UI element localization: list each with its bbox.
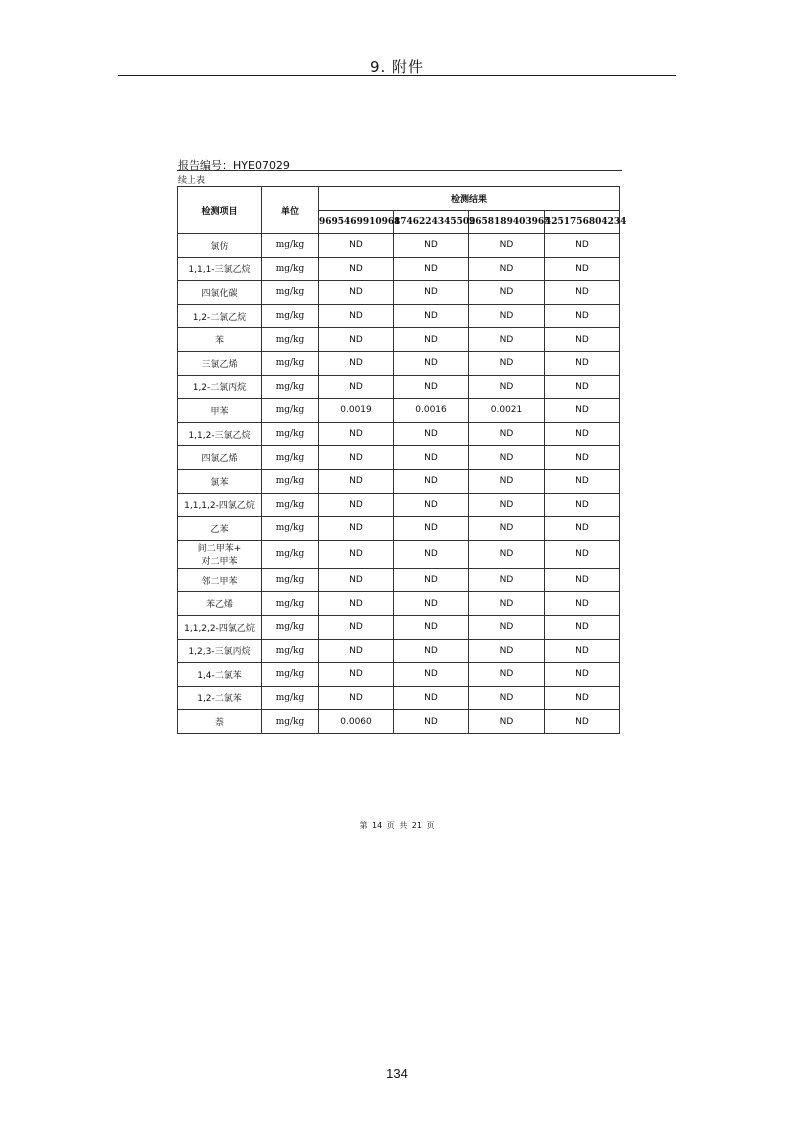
result-cell: ND (394, 663, 469, 687)
result-cell: ND (545, 568, 620, 592)
report-divider (177, 170, 622, 171)
unit-cell: mg/kg (262, 686, 319, 710)
unit-cell: mg/kg (262, 517, 319, 541)
table-row (178, 375, 620, 399)
unit-cell: mg/kg (262, 469, 319, 493)
result-cell: ND (394, 493, 469, 517)
unit-cell: mg/kg (262, 375, 319, 399)
result-cell: ND (394, 328, 469, 352)
analyte-name (178, 710, 262, 734)
result-cell: ND (469, 257, 545, 281)
analyte-name (178, 493, 262, 517)
result-cell: ND (394, 592, 469, 616)
analyte-name-line: 苯乙烯 (205, 600, 233, 611)
analyte-name (178, 592, 262, 616)
analyte-name-line: 1,2-二氯丙烷 (192, 383, 247, 394)
analyte-name-line: 四氯乙烯 (201, 454, 238, 465)
result-cell: ND (394, 234, 469, 258)
analyte-name-line: 萘 (214, 718, 224, 729)
table-row (178, 422, 620, 446)
table-row (178, 304, 620, 328)
table-row (178, 568, 620, 592)
analyte-name-line: 1,1,1-三氯乙烷 (188, 265, 251, 276)
result-cell: ND (394, 710, 469, 734)
result-cell: ND (319, 257, 394, 281)
result-cell: ND (319, 422, 394, 446)
result-cell: ND (319, 281, 394, 305)
result-cell: ND (319, 351, 394, 375)
unit-cell: mg/kg (262, 328, 319, 352)
result-cell: ND (545, 422, 620, 446)
result-cell: ND (545, 375, 620, 399)
sample-id-header: 9695469910961 (319, 211, 394, 234)
analyte-name-line: 四氯化碳 (201, 288, 238, 299)
table-row (178, 663, 620, 687)
result-cell: 0.0019 (319, 399, 394, 423)
result-cell: ND (319, 234, 394, 258)
result-cell: ND (319, 375, 394, 399)
result-cell: ND (394, 375, 469, 399)
unit-cell: mg/kg (262, 234, 319, 258)
analyte-name (178, 663, 262, 687)
result-cell: ND (319, 540, 394, 568)
result-cell: ND (469, 592, 545, 616)
result-cell: ND (545, 710, 620, 734)
analyte-name (178, 281, 262, 305)
analyte-name (178, 351, 262, 375)
results-table (177, 186, 627, 734)
result-cell: ND (319, 615, 394, 639)
result-cell: ND (545, 663, 620, 687)
analyte-name-line: 1,2-二氯苯 (197, 694, 242, 705)
table-row (178, 328, 620, 352)
table-row (178, 399, 620, 423)
result-cell: ND (469, 663, 545, 687)
result-cell: ND (394, 257, 469, 281)
result-cell: ND (469, 351, 545, 375)
result-cell: ND (545, 615, 620, 639)
result-cell: ND (469, 446, 545, 470)
analyte-name (178, 517, 262, 541)
result-cell: ND (545, 281, 620, 305)
unit-cell: mg/kg (262, 281, 319, 305)
unit-cell: mg/kg (262, 663, 319, 687)
analyte-name (178, 304, 262, 328)
result-cell: ND (545, 328, 620, 352)
result-cell: ND (319, 328, 394, 352)
result-cell: ND (394, 304, 469, 328)
table-row (178, 257, 620, 281)
header-divider (118, 75, 676, 76)
table-row (178, 639, 620, 663)
analyte-name-line: 1,2,3-三氯丙烷 (188, 647, 251, 658)
table-row (178, 446, 620, 470)
column-header-unit: 单位 (262, 187, 319, 234)
analyte-name-line: 甲苯 (210, 406, 229, 417)
result-cell: ND (545, 399, 620, 423)
analyte-name-line: 1,1,2,2-四氯乙烷 (184, 623, 255, 634)
result-cell: ND (319, 686, 394, 710)
result-cell: ND (469, 615, 545, 639)
unit-cell: mg/kg (262, 615, 319, 639)
result-cell: ND (545, 686, 620, 710)
result-cell: ND (469, 234, 545, 258)
analyte-name-line: 对二甲苯 (201, 557, 238, 568)
result-cell: ND (545, 351, 620, 375)
result-cell: ND (394, 351, 469, 375)
result-cell: ND (319, 517, 394, 541)
analyte-name (178, 686, 262, 710)
unit-cell: mg/kg (262, 592, 319, 616)
result-cell: ND (545, 540, 620, 568)
table-row (178, 469, 620, 493)
table-row (178, 281, 620, 305)
result-cell: ND (469, 328, 545, 352)
result-cell: 0.0060 (319, 710, 394, 734)
analyte-name-line: 苯 (214, 336, 224, 347)
result-cell: ND (545, 234, 620, 258)
table-row (178, 540, 620, 568)
unit-cell: mg/kg (262, 304, 319, 328)
result-cell: ND (394, 281, 469, 305)
analyte-name-line: 1,1,2-三氯乙烷 (188, 430, 251, 441)
result-cell: ND (469, 422, 545, 446)
unit-cell: mg/kg (262, 493, 319, 517)
result-cell: ND (394, 686, 469, 710)
result-cell: ND (469, 639, 545, 663)
table-row (178, 351, 620, 375)
page-footer-info: 第 14 页 共 21 页 (359, 821, 435, 830)
results-table-body (178, 234, 620, 734)
analyte-name-line: 1,4-二氯苯 (197, 670, 242, 681)
result-cell: ND (545, 304, 620, 328)
result-cell: ND (319, 568, 394, 592)
unit-cell: mg/kg (262, 446, 319, 470)
sample-id-header: 4251756804234 (545, 211, 620, 234)
result-cell: ND (469, 686, 545, 710)
result-cell: ND (469, 517, 545, 541)
result-cell: ND (394, 540, 469, 568)
analyte-name (178, 568, 262, 592)
result-cell: ND (319, 639, 394, 663)
unit-cell: mg/kg (262, 399, 319, 423)
result-cell: ND (394, 446, 469, 470)
result-cell: ND (319, 446, 394, 470)
continued-label: 续上表 (178, 176, 206, 186)
result-cell: ND (545, 493, 620, 517)
analyte-name (178, 540, 262, 568)
result-cell: ND (394, 568, 469, 592)
unit-cell: mg/kg (262, 639, 319, 663)
result-cell: ND (545, 446, 620, 470)
table-row (178, 517, 620, 541)
analyte-name-line: 1,2-二氯乙烷 (192, 312, 247, 323)
result-cell: ND (469, 493, 545, 517)
page-header-title: 9. 附件 (369, 58, 425, 76)
analyte-name (178, 446, 262, 470)
result-cell: ND (545, 517, 620, 541)
analyte-name (178, 399, 262, 423)
table-row (178, 686, 620, 710)
analyte-name-line: 1,1,1,2-四氯乙烷 (184, 501, 255, 512)
analyte-name (178, 615, 262, 639)
unit-cell: mg/kg (262, 568, 319, 592)
table-row (178, 710, 620, 734)
unit-cell: mg/kg (262, 422, 319, 446)
result-cell: ND (394, 422, 469, 446)
unit-cell: mg/kg (262, 257, 319, 281)
result-cell: ND (545, 639, 620, 663)
analyte-name (178, 469, 262, 493)
result-cell: ND (469, 568, 545, 592)
result-cell: ND (394, 639, 469, 663)
unit-cell: mg/kg (262, 351, 319, 375)
result-cell: ND (545, 257, 620, 281)
analyte-name (178, 422, 262, 446)
result-cell: ND (469, 710, 545, 734)
result-cell: ND (469, 375, 545, 399)
result-cell: ND (319, 493, 394, 517)
result-cell: ND (469, 469, 545, 493)
unit-cell: mg/kg (262, 710, 319, 734)
analyte-name-line: 氯苯 (210, 477, 229, 488)
analyte-name (178, 328, 262, 352)
result-cell: ND (319, 663, 394, 687)
result-cell: ND (469, 540, 545, 568)
result-cell: ND (545, 469, 620, 493)
analyte-name-line: 邻二甲苯 (201, 576, 238, 587)
result-cell: ND (319, 304, 394, 328)
table-row (178, 615, 620, 639)
analyte-name-line: 氯仿 (210, 241, 229, 252)
result-cell: ND (394, 517, 469, 541)
table-row (178, 493, 620, 517)
table-row (178, 592, 620, 616)
analyte-name (178, 234, 262, 258)
table-row (178, 234, 620, 258)
result-cell: 0.0016 (394, 399, 469, 423)
analyte-name (178, 375, 262, 399)
analyte-name (178, 639, 262, 663)
result-cell: ND (545, 592, 620, 616)
result-cell: ND (394, 615, 469, 639)
sample-id-header: 8746224345509 (394, 211, 469, 234)
sample-id-header: 2658189403965 (469, 211, 545, 234)
analyte-name-line: 乙苯 (210, 524, 229, 535)
result-cell: ND (319, 592, 394, 616)
result-cell: ND (394, 469, 469, 493)
page-number: 134 (386, 1066, 408, 1081)
result-cell: ND (469, 304, 545, 328)
report-number: 报告编号：HYE07029 (178, 159, 290, 172)
result-cell: 0.0021 (469, 399, 545, 423)
analyte-name (178, 257, 262, 281)
analyte-name-line: 间二甲苯+ (197, 544, 242, 555)
unit-cell: mg/kg (262, 540, 319, 568)
result-cell: ND (469, 281, 545, 305)
result-cell: ND (319, 469, 394, 493)
column-header-item: 检测项目 (178, 187, 262, 234)
analyte-name-line: 三氯乙烯 (201, 359, 238, 370)
column-header-results: 检测结果 (319, 187, 620, 211)
